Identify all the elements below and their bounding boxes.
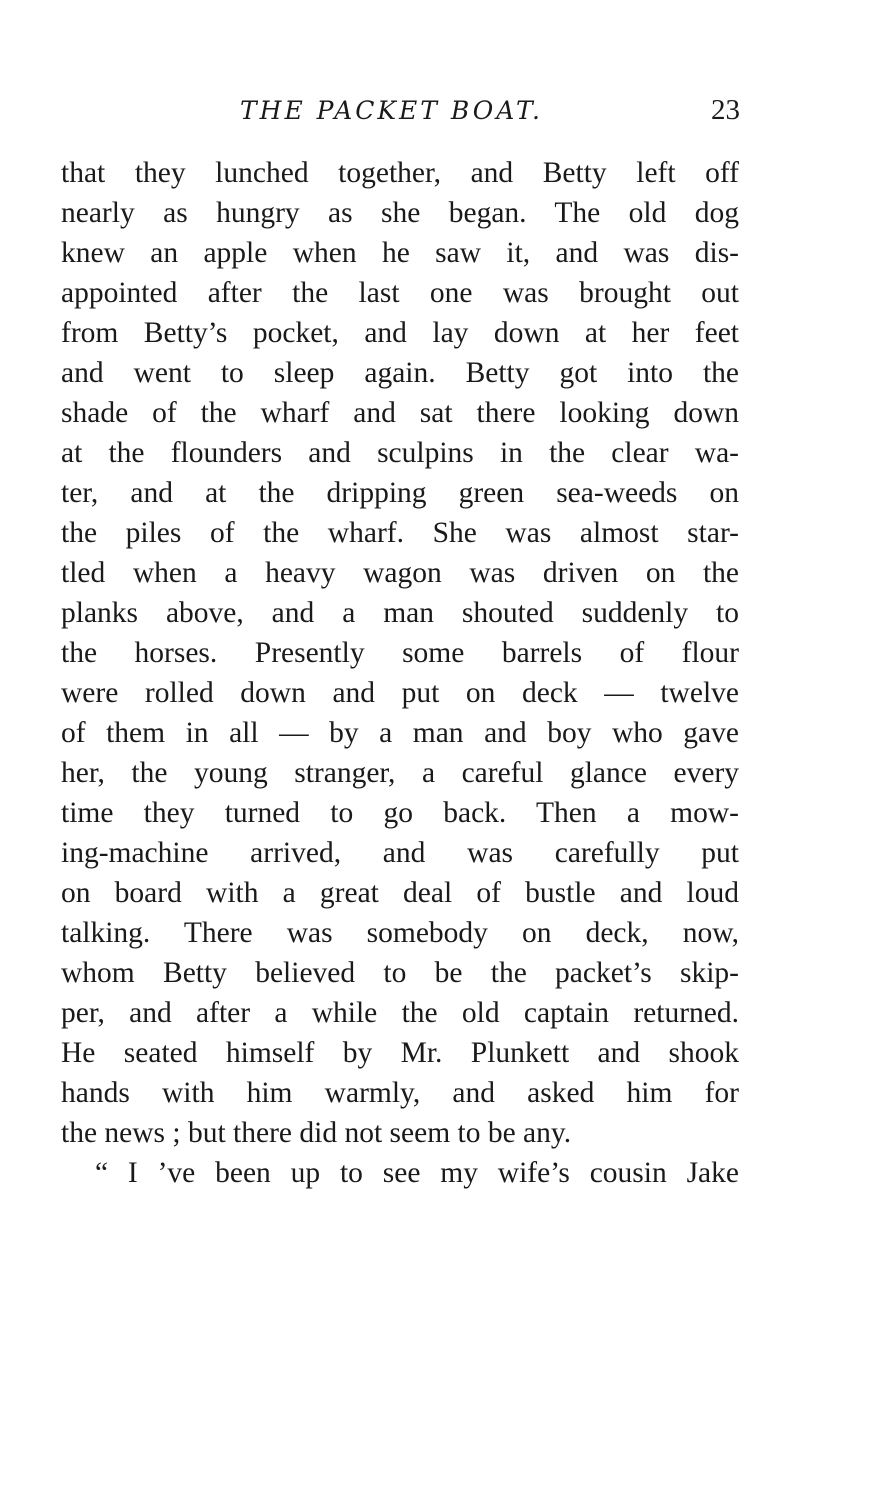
- text-line: He seated himself by Mr. Plunkett and shook: [61, 1037, 739, 1069]
- text-line: shade of the wharf and sat there looking down: [61, 397, 739, 429]
- text-line: on board with a great deal of bustle and loud: [61, 877, 739, 909]
- text-line: time they turned to go back. Then a mow-: [61, 797, 739, 829]
- text-line: per, and after a while the old captain returned.: [61, 997, 739, 1029]
- text-line: appointed after the last one was brought out: [61, 277, 739, 309]
- text-line: hands with him warmly, and asked him for: [61, 1077, 739, 1109]
- text-line: the horses. Presently some barrels of flour: [61, 637, 739, 669]
- text-line: from Betty’s pocket, and lay down at her feet: [61, 317, 739, 349]
- running-title: THE PACKET BOAT.: [240, 96, 543, 125]
- text-line: nearly as hungry as she began. The old dog: [61, 197, 739, 229]
- text-line: her, the young stranger, a careful glance every: [61, 757, 739, 789]
- text-line: the piles of the wharf. She was almost star-: [61, 517, 739, 549]
- text-line: of them in all — by a man and boy who gave: [61, 717, 739, 749]
- text-line: talking. There was somebody on deck, now,: [61, 917, 739, 949]
- text-line: whom Betty believed to be the packet’s skip-: [61, 957, 739, 989]
- text-line: at the flounders and sculpins in the clear wa-: [61, 437, 739, 469]
- text-line: “ I ’ve been up to see my wife’s cousin Jake: [95, 1157, 739, 1189]
- text-line: ing-machine arrived, and was carefully put: [61, 837, 739, 869]
- text-line: the news ; but there did not seem to be any.: [61, 1117, 572, 1149]
- body-text: [61, 153, 739, 1193]
- text-line: were rolled down and put on deck — twelve: [61, 677, 739, 709]
- text-line: tled when a heavy wagon was driven on the: [61, 557, 739, 589]
- running-head: [60, 96, 740, 136]
- text-line: that they lunched together, and Betty left off: [61, 157, 739, 189]
- text-line: and went to sleep again. Betty got into the: [61, 357, 739, 389]
- text-line: knew an apple when he saw it, and was dis-: [61, 237, 739, 269]
- text-line: planks above, and a man shouted suddenly to: [61, 597, 739, 629]
- text-line: ter, and at the dripping green sea-weeds on: [61, 477, 739, 509]
- page-number: 23: [711, 94, 740, 126]
